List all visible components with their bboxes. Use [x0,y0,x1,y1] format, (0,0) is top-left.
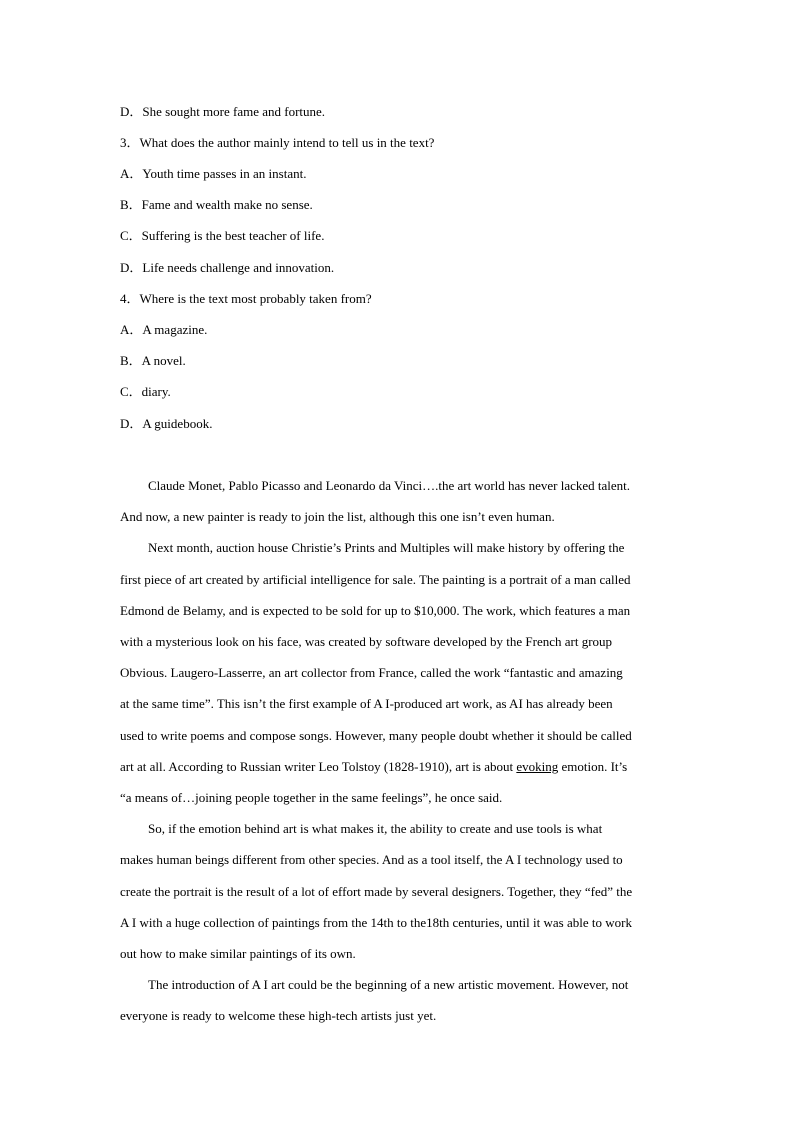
q4-option-c: C．diary. [120,384,171,399]
passage-p3-line: create the portrait is the result of a lot of effort made by several designers. Together, they “fed” the [120,884,633,899]
passage-p1-line: And now, a new painter is ready to join the list, although this one isn’t even human. [120,509,555,524]
q3-option-c: C．Suffering is the best teacher of life. [120,228,325,243]
passage-p2-line: Obvious. Laugero-Lasserre, an art collector from France, called the work “fantastic and amazing [120,665,623,680]
passage-p3-line: makes human beings different from other species. And as a tool itself, the A I technology used to [120,852,623,867]
passage-p2-line: first piece of art created by artificial intelligence for sale. The painting is a portrait of a man called [120,572,631,587]
passage-p2-line: Next month, auction house Christie’s Prints and Multiples will make history by offering the [148,540,625,555]
passage-p3-line: A I with a huge collection of paintings from the 14th to the18th centuries, until it was able to work [120,915,632,930]
text-segment: art at all. According to Russian writer Leo Tolstoy (1828-1910), art is about [120,759,517,774]
q3-option-d: D．Life needs challenge and innovation. [120,260,335,275]
passage-p2-line: with a mysterious look on his face, was created by software developed by the French art group [120,634,613,649]
q3-option-b: B．Fame and wealth make no sense. [120,197,313,212]
q4-stem: 4．Where is the text most probably taken from? [120,291,372,306]
q4-option-d: D．A guidebook. [120,416,213,431]
underlined-word: evoking [516,759,559,774]
q2-option-d: D．She sought more fame and fortune. [120,104,326,119]
passage-p3-line: out how to make similar paintings of its own. [120,946,356,961]
text-segment: emotion. It’s [558,759,628,774]
passage-p4-line: everyone is ready to welcome these high-tech artists just yet. [120,1008,437,1023]
q3-option-a: A．Youth time passes in an instant. [120,166,307,181]
passage-p2-line: Edmond de Belamy, and is expected to be sold for up to $10,000. The work, which features a man [120,603,631,618]
passage-p2-line: used to write poems and compose songs. However, many people doubt whether it should be called [120,728,632,743]
q3-stem: 3．What does the author mainly intend to tell us in the text? [120,135,435,150]
passage-p2-line: at the same time”. This isn’t the first example of A I-produced art work, as AI has already been [120,696,613,711]
q4-option-a: A．A magazine. [120,322,208,337]
passage-p2-line: “a means of…joining people together in the same feelings”, he once said. [120,790,503,805]
q4-option-b: B．A novel. [120,353,186,368]
passage-p4-line: The introduction of A I art could be the beginning of a new artistic movement. However, not [148,977,629,992]
passage-p3-line: So, if the emotion behind art is what makes it, the ability to create and use tools is what [148,821,603,836]
passage-p1-line: Claude Monet, Pablo Picasso and Leonardo da Vinci….the art world has never lacked talent. [148,478,631,493]
passage-p2-line [120,759,627,775]
